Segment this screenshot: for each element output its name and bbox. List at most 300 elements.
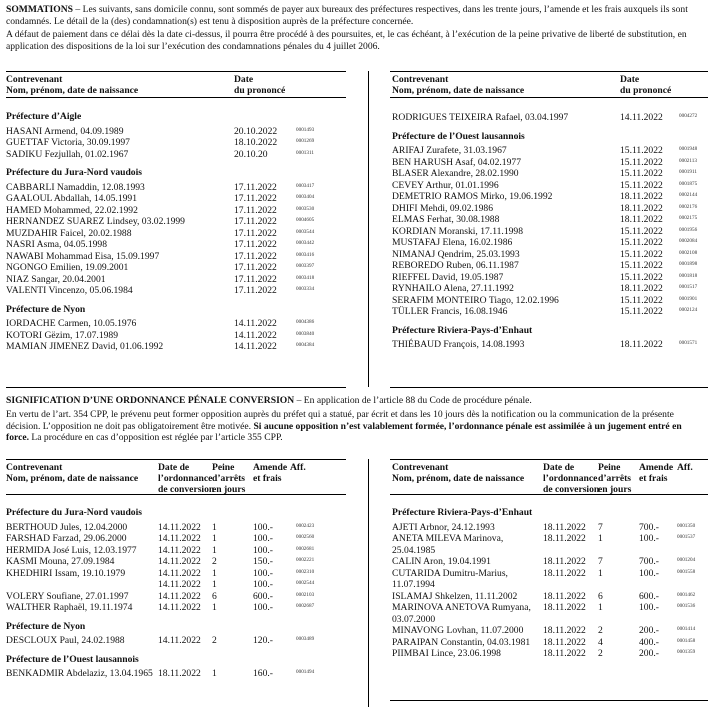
table-row	[392, 249, 708, 261]
table-row	[6, 216, 346, 228]
row-name: DESCLOUX Paul, 24.02.1988	[6, 635, 125, 646]
row-reference: 0002144	[679, 192, 698, 198]
table-row	[6, 228, 346, 240]
row-amende: 100.-	[253, 544, 273, 556]
row-reference: 0002423	[296, 522, 315, 529]
row-reference: 0001494	[296, 669, 315, 675]
row-amende: 200.-	[639, 648, 659, 659]
row-date: 15.11.2022	[620, 237, 663, 248]
row-date: 15.11.2022	[620, 145, 663, 156]
row-reference: 0002681	[296, 545, 315, 552]
row-peine: 1	[598, 533, 603, 544]
signification-text-a: En vertu de l’art. 354 CPP, le prévenu peut former opposition auprès du préfet qui a statué, par écrit et dans les 10 jours dès la notification ou la communication de la présente décision. L’opposition ne doit pas obligatoirement être motivée.	[6, 409, 674, 432]
row-reference: 0001898	[679, 261, 698, 267]
row-name: ANETA MILEVA Marinova, 25.04.1985	[392, 533, 504, 556]
row-date: 18.11.2022	[620, 339, 663, 350]
row-name: REBOREDO Ruben, 06.11.1987	[392, 260, 519, 271]
sommations-paragraph	[6, 4, 706, 27]
section-title: Préfecture de l’Ouest lausannois	[392, 130, 525, 142]
row-date: 15.11.2022	[620, 294, 663, 306]
table-rule	[390, 71, 708, 72]
row-peine: 6	[212, 590, 217, 602]
table-row	[392, 272, 708, 284]
row-name: ARIFAJ Zurafete, 31.03.1967	[392, 145, 507, 156]
table-row	[392, 237, 708, 249]
row-date: 18.11.2022	[543, 567, 586, 579]
row-reference: 0004386	[296, 319, 315, 325]
column-header-amende: Amende et frais	[639, 462, 674, 484]
row-amende: 600.-	[253, 590, 273, 602]
row-date: 15.11.2022	[620, 306, 663, 317]
row-reference: 0003418	[296, 274, 315, 281]
row-date: 15.11.2022	[620, 248, 663, 260]
table-row	[6, 591, 346, 603]
row-name: SERAFIM MONTEIRO Tiago, 12.02.1996	[392, 294, 559, 306]
row-amende: 100.-	[253, 533, 273, 544]
table-row	[6, 341, 346, 353]
row-amende: 600.-	[639, 590, 659, 602]
table-row	[6, 205, 346, 217]
row-amende: 200.-	[639, 625, 659, 636]
row-date: 17.11.2022	[234, 262, 277, 273]
row-reference: 0003840	[296, 330, 315, 337]
row-peine: 2	[598, 625, 603, 636]
row-reference: 0002176	[679, 203, 698, 210]
row-name: DHIFI Mehdi, 09.02.1986	[392, 202, 493, 214]
table-row	[6, 330, 346, 342]
row-name: KHEDHIRI Issam, 19.10.1979	[6, 567, 126, 579]
table-rule	[390, 387, 708, 388]
row-name: RYNHAILO Alena, 27.11.1992	[392, 283, 514, 294]
row-name: NASRI Asma, 04.05.1998	[6, 239, 108, 250]
table-row	[392, 283, 708, 295]
row-peine: 1	[212, 579, 217, 590]
row-reference: 0002113	[679, 157, 697, 164]
row-name: GUETTAF Victoria, 30.09.1997	[6, 137, 130, 148]
row-peine: 1	[212, 602, 217, 613]
row-reference: 0001956	[679, 226, 698, 233]
row-reference: 0001818	[679, 272, 698, 279]
table-row	[6, 182, 346, 194]
section-title: Préfecture de l’Ouest lausannois	[6, 653, 139, 665]
table-row	[392, 168, 708, 180]
row-name: NIMANAJ Qendrim, 25.03.1993	[392, 248, 520, 260]
row-reference: 0001462	[677, 591, 696, 598]
table-rule	[6, 97, 346, 98]
row-date: 18.11.2022	[158, 668, 201, 679]
row-name: HERMIDA José Luis, 12.03.1977	[6, 544, 137, 556]
row-amende: 150.-	[253, 556, 273, 567]
table-row	[6, 137, 346, 149]
table-row	[392, 112, 708, 124]
signification-text: – En application de l’article 88 du Code de procédure pénale.	[294, 395, 532, 406]
column-header-peine: Peine d’arrêts en jours	[598, 462, 632, 495]
table-row	[6, 274, 346, 286]
row-peine: 2	[598, 648, 603, 659]
signification-paragraph	[6, 395, 706, 407]
row-date: 18.11.2022	[543, 590, 586, 602]
signification-text-c: La procédure en cas d’opposition est réglée par l’article 355 CPP.	[29, 432, 283, 443]
row-reference: 0001558	[677, 568, 696, 575]
section-title: Préfecture de Nyon	[6, 303, 86, 315]
column-header-contrevenant: Contrevenant Nom, prénom, date de naissance	[392, 74, 525, 96]
row-reference: 0004384	[296, 342, 315, 348]
table-row	[392, 145, 708, 157]
column-header-date: Date de l’ordonnance de conversion	[158, 462, 215, 495]
table-row	[6, 285, 346, 297]
signification-title: SIGNIFICATION D’UNE ORDONNANCE PÉNALE CONVERSION	[6, 395, 295, 406]
row-name: NAWABI Mohammad Eisa, 15.09.1997	[6, 250, 160, 262]
column-header-date: Date de l’ordonnance de conversion	[543, 462, 600, 495]
row-amende: 100.-	[253, 521, 273, 533]
table-rule	[6, 459, 346, 460]
row-reference: 0003334	[296, 286, 315, 292]
row-date: 18.11.2022	[620, 283, 663, 294]
column-header-date: Date du prononcé	[620, 74, 672, 96]
row-name: MUSTAFAJ Elena, 16.02.1986	[392, 237, 513, 248]
row-date: 17.11.2022	[234, 273, 277, 285]
row-date: 14.11.2022	[234, 341, 277, 352]
row-name: HAMED Mohammed, 22.02.1992	[6, 204, 138, 216]
row-name: MARINOVA ANETOVA Rumyana, 03.07.2000	[392, 602, 531, 625]
column-header-contrevenant: Contrevenant Nom, prénom, date de naissance	[6, 74, 139, 96]
row-name: NIAZ Sangar, 20.04.2001	[6, 273, 106, 285]
table-row	[6, 545, 346, 557]
row-reference: 0001537	[677, 534, 696, 540]
section-gap	[392, 318, 708, 325]
table-row	[392, 602, 708, 625]
section-title: Préfecture Riviera-Pays-d’Enhaut	[392, 507, 533, 518]
row-date: 18.11.2022	[543, 602, 586, 613]
row-date: 18.11.2022	[620, 214, 663, 225]
row-name: IORDACHE Carmen, 10.05.1976	[6, 318, 137, 329]
section-gap	[392, 124, 708, 131]
row-reference: 0002221	[296, 557, 315, 563]
row-reference: 0002124	[679, 307, 698, 313]
row-amende: 100.-	[639, 602, 659, 613]
row-amende: 100.-	[639, 567, 659, 579]
column-header-aff: Aff.	[290, 462, 306, 473]
table-row	[392, 533, 708, 556]
row-reference: 0002560	[296, 534, 315, 540]
row-name: PIIMBAI Lince, 23.06.1998	[392, 648, 501, 659]
table-row	[6, 193, 346, 205]
row-name: MAMIAN JIMENEZ David, 01.06.1992	[6, 341, 164, 352]
row-name: DEMETRIO RAMOS Mirko, 19.06.1992	[392, 191, 553, 202]
row-reference: 0003489	[296, 636, 315, 642]
row-name: FARSHAD Farzad, 29.06.2000	[6, 533, 127, 544]
row-peine: 1	[212, 521, 217, 533]
table-row	[6, 635, 346, 647]
row-date: 14.11.2022	[158, 567, 201, 579]
table-row	[392, 306, 708, 318]
row-date: 18.11.2022	[620, 202, 663, 214]
row-date: 17.11.2022	[234, 193, 277, 204]
row-name: VALENTI Vincenzo, 05.06.1984	[6, 285, 133, 296]
row-date: 18.11.2022	[543, 556, 586, 567]
row-name: MUZDAHIR Faicel, 20.02.1988	[6, 227, 132, 239]
section-gap	[6, 160, 346, 167]
row-name: CEVEY Arthur, 01.01.1996	[392, 179, 499, 191]
row-reference: 0001517	[679, 284, 698, 290]
row-date: 18.11.2022	[543, 521, 586, 533]
row-reference: 0001536	[677, 603, 696, 609]
signification-paragraph-2	[6, 409, 706, 444]
row-date: 15.11.2022	[620, 271, 663, 283]
row-amende: 100.-	[639, 533, 659, 544]
row-name: BEN HARUSH Asaf, 04.02.1977	[392, 156, 521, 168]
row-name: THIÉBAUD François, 14.08.1993	[392, 339, 525, 350]
row-peine: 4	[598, 636, 603, 648]
row-name: WALTHER Raphaël, 19.11.1974	[6, 602, 133, 613]
row-name: KOTORI Gëzim, 17.07.1989	[6, 329, 119, 341]
row-peine: 7	[598, 521, 603, 533]
table-row	[392, 226, 708, 238]
row-reference: 0001311	[296, 149, 314, 156]
row-date: 15.11.2022	[620, 156, 663, 168]
row-name: RODRIGUES TEIXEIRA Rafael, 03.04.1997	[392, 112, 569, 123]
section-title: Préfecture Riviera-Pays-d’Enhaut	[392, 324, 533, 336]
table-row	[6, 262, 346, 274]
table-row	[392, 295, 708, 307]
column-divider	[368, 459, 369, 707]
row-reference: 0003397	[296, 263, 315, 269]
row-peine: 2	[212, 635, 217, 646]
table-row	[392, 568, 708, 591]
row-reference: 0004605	[296, 217, 315, 223]
row-date: 14.11.2022	[158, 590, 201, 602]
row-date: 20.10.2022	[234, 125, 278, 137]
row-name: HASANI Armend, 04.09.1989	[6, 125, 124, 137]
row-reference: 0002103	[296, 591, 315, 598]
row-date: 17.11.2022	[234, 227, 277, 239]
row-reference: 0001875	[679, 180, 698, 187]
row-date: 14.11.2022	[158, 544, 201, 556]
row-date: 18.11.2022	[543, 648, 586, 659]
section-title: Préfecture de Nyon	[6, 620, 86, 632]
row-peine: 1	[212, 544, 217, 556]
row-name: HERNANDEZ SUAREZ Lindsey, 03.02.1999	[6, 216, 185, 227]
row-peine: 1	[212, 668, 217, 679]
table-row	[392, 625, 708, 637]
row-peine: 6	[598, 590, 603, 602]
table-row	[6, 126, 346, 138]
row-reference: 0001414	[677, 626, 696, 632]
signification-text-bold: Si aucune opposition n’est valablement formée, l’ordonnance pénale est assimilée à un jugement entré en force.	[6, 420, 682, 443]
column-header-peine: Peine d’arrêts en jours	[212, 462, 246, 495]
row-date: 14.11.2022	[158, 556, 201, 567]
row-name: ISLAMAJ Shkelzen, 11.11.2002	[392, 590, 518, 602]
row-name: ELMAS Ferhat, 30.08.1988	[392, 214, 500, 225]
table-row	[6, 318, 346, 330]
row-date: 18.11.2022	[543, 636, 586, 648]
row-reference: 0003544	[296, 228, 315, 235]
row-name: CALIN Aron, 19.04.1991	[392, 556, 491, 567]
table-row	[392, 180, 708, 192]
table-row	[392, 157, 708, 169]
row-date: 14.11.2022	[620, 112, 663, 123]
table-row	[6, 533, 346, 545]
row-name: PARAIPAN Constantin, 04.03.1981	[392, 636, 531, 648]
row-reference: 0002544	[296, 580, 315, 586]
row-name: RIEFFEL David, 19.05.1987	[392, 271, 504, 283]
table-row	[392, 203, 708, 215]
row-date: 14.11.2022	[158, 533, 201, 544]
row-reference: 0001204	[677, 557, 696, 563]
row-peine: 1	[212, 533, 217, 544]
row-date: 14.11.2022	[158, 602, 201, 613]
row-date: 18.11.2022	[543, 625, 586, 636]
row-date: 18.11.2022	[620, 191, 663, 202]
row-date: 20.10.20	[234, 148, 268, 160]
row-amende: 700.-	[639, 521, 659, 533]
sommations-left-column	[6, 111, 346, 353]
row-peine: 1	[212, 567, 217, 579]
sommations-title: SOMMATIONS	[6, 4, 73, 15]
row-reference: 0001901	[679, 295, 698, 302]
row-reference: 0002108	[679, 249, 698, 256]
row-reference: 0002310	[296, 568, 315, 575]
row-reference: 0001350	[677, 522, 696, 529]
table-row	[6, 149, 346, 161]
row-date: 14.11.2022	[158, 521, 201, 533]
table-row	[6, 602, 346, 614]
row-reference: 0003442	[296, 240, 315, 246]
row-date: 17.11.2022	[234, 181, 277, 193]
row-peine: 7	[598, 556, 603, 567]
row-amende: 100.-	[253, 567, 273, 579]
row-reference: 0001359	[677, 649, 696, 655]
row-date: 17.11.2022	[234, 285, 277, 296]
row-date: 18.11.2022	[543, 533, 586, 544]
table-row	[392, 648, 708, 660]
column-header-aff: Aff.	[677, 462, 693, 473]
row-date: 14.11.2022	[158, 579, 201, 590]
row-date: 17.11.2022	[234, 216, 277, 227]
section-gap	[6, 614, 346, 621]
row-amende: 100.-	[253, 579, 273, 590]
row-date: 14.11.2022	[234, 318, 277, 329]
row-name: NGONGO Emilien, 19.09.2001	[6, 262, 129, 273]
row-peine: 2	[212, 556, 217, 567]
row-date: 15.11.2022	[620, 225, 663, 237]
row-reference: 0002687	[296, 603, 315, 609]
conversion-right-column	[392, 507, 708, 660]
table-rule	[6, 387, 346, 388]
row-name: KORDIAN Moranski, 17.11.1998	[392, 225, 524, 237]
row-name: VOLERY Soufiane, 27.01.1997	[6, 590, 129, 602]
row-name: KASMI Mouna, 27.09.1984	[6, 556, 115, 567]
row-amende: 400.-	[639, 636, 659, 648]
table-row	[6, 579, 346, 591]
row-reference: 0003416	[296, 251, 315, 258]
row-reference: 0001493	[296, 126, 315, 133]
row-name: SADIKU Fezjullah, 01.02.1967	[6, 148, 129, 160]
table-row	[6, 556, 346, 568]
row-date: 17.11.2022	[234, 239, 277, 250]
row-date: 17.11.2022	[234, 250, 277, 262]
row-date: 18.10.2022	[234, 137, 278, 148]
table-row	[6, 239, 346, 251]
table-row	[392, 591, 708, 603]
row-reference: 0001269	[296, 138, 315, 144]
sommations-text: – Les suivants, sans domicile connu, sont sommés de payer aux bureaux des préfectures respectives, dans les trente jours, l’amende et les frais auxquels ils sont condamnés. Le détail de la (des) condamnation(s) est tenu à disposition auprès de la préfecture concernée.	[6, 4, 688, 27]
row-name: AJETI Arbnor, 24.12.1993	[392, 521, 495, 533]
row-reference: 0003417	[296, 182, 315, 189]
row-peine: 1	[598, 602, 603, 613]
table-rule	[6, 71, 346, 72]
row-amende: 120.-	[253, 635, 273, 646]
row-name: BENKADMIR Abdelaziz, 13.04.1965	[6, 668, 153, 679]
row-reference: 0001571	[679, 340, 698, 346]
table-row	[6, 251, 346, 263]
row-reference: 0004272	[679, 113, 698, 119]
row-date: 14.11.2022	[234, 329, 277, 341]
row-date: 15.11.2022	[620, 260, 663, 271]
row-date: 17.11.2022	[234, 204, 277, 216]
row-name: GAALOUL Abdallah, 14.05.1991	[6, 193, 138, 204]
row-reference: 0001948	[679, 146, 698, 152]
table-row	[6, 568, 346, 580]
row-reference: 0003404	[296, 194, 315, 200]
column-header-contrevenant: Contrevenant Nom, prénom, date de naissance	[6, 462, 139, 484]
row-name: MINAVONG Lovhan, 11.07.2000	[392, 625, 524, 636]
row-date: 15.11.2022	[620, 179, 663, 191]
row-peine: 1	[598, 567, 603, 579]
sommations-paragraph-2: A défaut de paiement dans ce délai dès la date ci-dessus, il pourra être procédé à des poursuites, et, le cas échéant, à l’exécution de la peine privative de liberté de substitution, en application des dispositions de la loi sur l’exécution des condamnations pénales du 4 juillet 2006.	[6, 29, 687, 52]
row-reference: 0002084	[679, 238, 698, 244]
table-row	[6, 522, 346, 534]
row-reference: 0001458	[677, 637, 696, 644]
row-amende: 700.-	[639, 556, 659, 567]
table-row	[392, 214, 708, 226]
row-date: 14.11.2022	[158, 635, 201, 646]
section-title: Préfecture du Jura-Nord vaudois	[6, 167, 142, 178]
row-reference: 0003530	[296, 205, 315, 212]
row-name: BLASER Alexandre, 28.02.1990	[392, 168, 519, 179]
row-amende: 100.-	[253, 602, 273, 613]
row-name: TÜLLER Francis, 16.08.1946	[392, 306, 508, 317]
table-row	[392, 637, 708, 649]
section-gap	[6, 297, 346, 304]
row-name: CUTARIDA Dumitru-Marius, 11.07.1994	[392, 567, 508, 590]
column-header-date: Date du prononcé	[234, 74, 286, 96]
table-rule	[390, 459, 708, 460]
row-reference: 0001911	[679, 169, 697, 175]
table-row	[392, 191, 708, 203]
section-title: Préfecture du Jura-Nord vaudois	[6, 507, 142, 518]
row-name: CABBARLI Namaddin, 12.08.1993	[6, 181, 145, 193]
table-rule	[390, 97, 708, 98]
column-divider	[368, 71, 369, 387]
row-name: BERTHOUD Jules, 12.04.2000	[6, 521, 128, 533]
row-amende: 160.-	[253, 668, 273, 679]
table-rule	[390, 700, 708, 701]
table-row	[6, 668, 346, 691]
table-row	[392, 556, 708, 568]
table-row	[392, 522, 708, 534]
column-header-amende: Amende et frais	[253, 462, 288, 484]
row-date: 15.11.2022	[620, 168, 663, 179]
conversion-left-column	[6, 507, 346, 691]
section-title: Préfecture d’Aigle	[6, 111, 82, 122]
table-row	[392, 260, 708, 272]
table-row	[392, 339, 708, 351]
row-reference: 0002175	[679, 215, 698, 221]
sommations-right-column	[392, 112, 708, 351]
section-gap	[6, 647, 346, 654]
column-header-contrevenant: Contrevenant Nom, prénom, date de naissance	[392, 462, 525, 484]
